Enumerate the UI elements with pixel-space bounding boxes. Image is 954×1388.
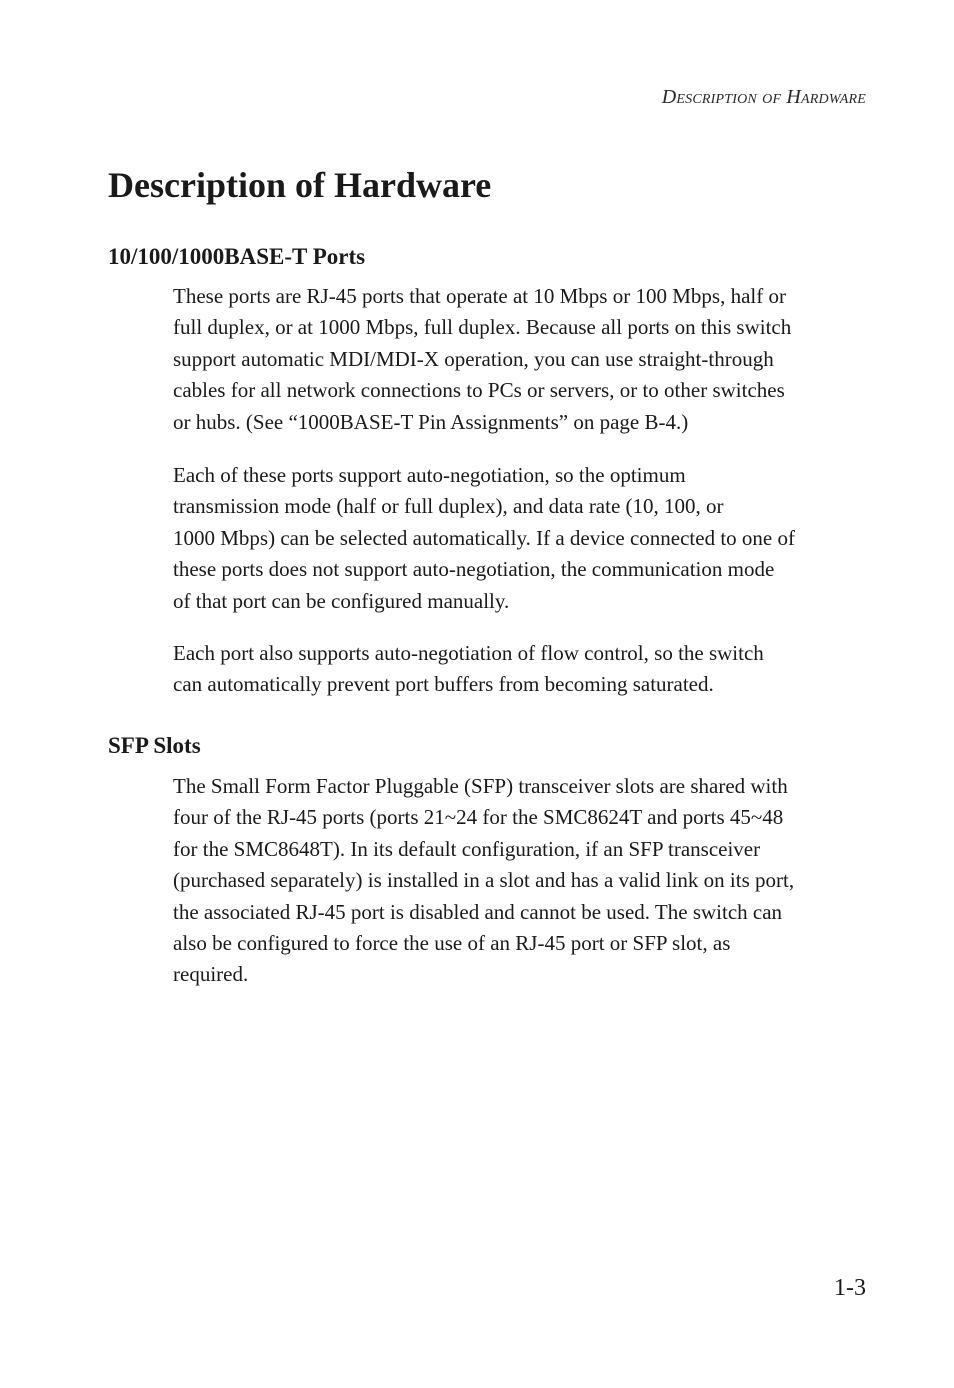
text-line: Each of these ports support auto-negotiation, so the optimum xyxy=(173,463,686,487)
text-line: the associated RJ-45 port is disabled and cannot be used. The switch can xyxy=(173,899,783,924)
text-line: or hubs. (See “1000BASE-T Pin Assignments” on page B-4.) xyxy=(173,409,689,434)
text-line: (purchased separately) is installed in a slot and has a valid link on its port, xyxy=(173,868,795,893)
section-heading-ports: 10/100/1000BASE-T Ports xyxy=(108,244,366,269)
text-line: of that port can be configured manually. xyxy=(173,588,510,613)
text-line: These ports are RJ-45 ports that operate at 10 Mbps or 100 Mbps, half or xyxy=(173,284,786,308)
text-line: these ports does not support auto-negotiation, the communication mode xyxy=(173,557,775,582)
text-line: also be configured to force the use of an RJ-45 port or SFP slot, as xyxy=(173,931,731,956)
text-line: can automatically prevent port buffers from becoming saturated. xyxy=(173,672,714,697)
text-line: required. xyxy=(173,962,249,987)
text-line: full duplex, or at 1000 Mbps, full duplex. Because all ports on this switch xyxy=(173,315,792,340)
paragraph-ports-intro xyxy=(173,281,869,438)
text-line: four of the RJ-45 ports (ports 21~24 for the SMC8624T and ports 45~48 xyxy=(173,805,784,830)
text-line: support automatic MDI/MDI-X operation, you can use straight-through xyxy=(173,346,774,371)
page-title: Description of Hardware xyxy=(108,165,492,205)
text-line: cables for all network connections to PCs or servers, or to other switches xyxy=(173,378,785,403)
page-number: 1-3 xyxy=(834,1275,866,1301)
running-header: Description of Hardware xyxy=(661,86,866,108)
paragraph-sfp-slots xyxy=(173,771,869,991)
section-heading-sfp-slots: SFP Slots xyxy=(108,733,201,758)
text-line: The Small Form Factor Pluggable (SFP) transceiver slots are shared with xyxy=(173,774,788,798)
text-line: Each port also supports auto-negotiation of flow control, so the switch xyxy=(173,641,764,665)
text-line: 1000 Mbps) can be selected automatically. If a device connected to one of xyxy=(173,525,795,550)
text-line: transmission mode (half or full duplex), and data rate (10, 100, or xyxy=(173,494,724,519)
text-line: for the SMC8648T). In its default configuration, if an SFP transceiver xyxy=(173,836,761,861)
paragraph-auto-negotiation xyxy=(173,460,869,617)
paragraph-flow-control xyxy=(173,638,869,701)
